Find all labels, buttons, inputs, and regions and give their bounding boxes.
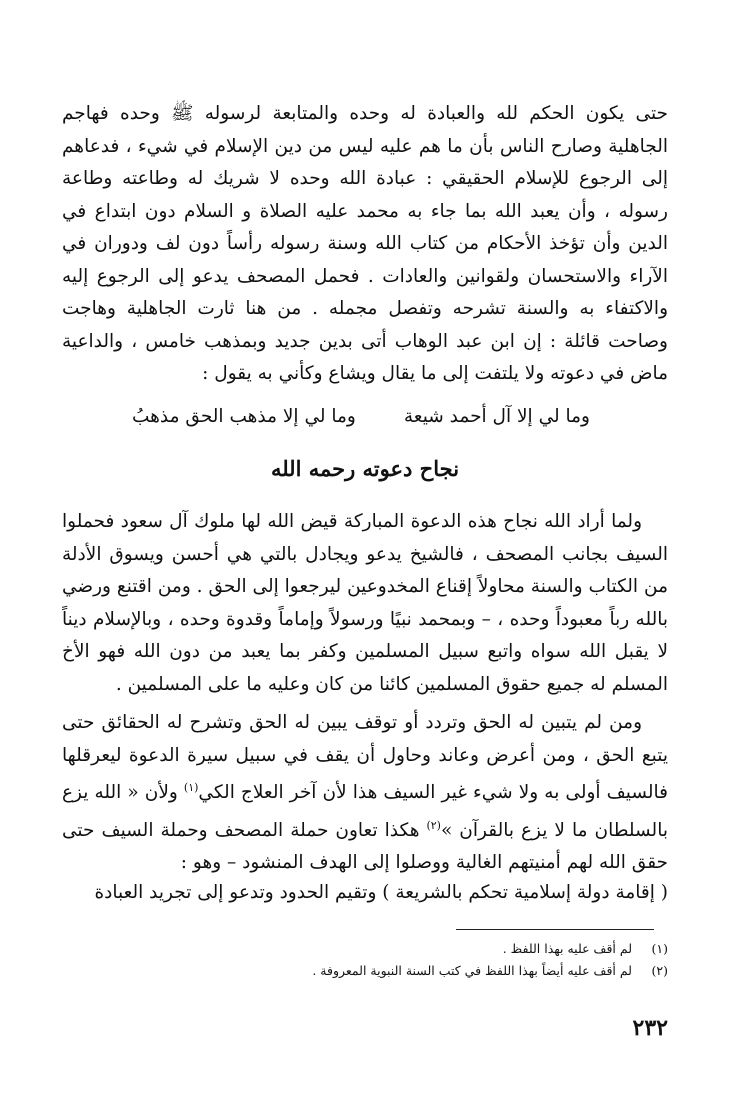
footnote-item — [62, 960, 668, 982]
paragraph-text-part: هكذا تعاون حملة المصحف وحملة السيف حتى حقق الله لهم أمنيتهم الغالية ووصلوا إلى الهدف المنشود – وهو : — [62, 819, 668, 874]
paragraph-text-part: ومن لم يتبين له الحق وتردد أو توقف يبين له الحق وتشرح له الحقائق حتى يتبع الحق ، ومن أعرض وعاند وحاول أن يقف في سبيل سيرة الدعوة ليعرقلها فالسيف أولى به ولا شيء غير السيف هذا لأن آخر العلاج الكي — [62, 712, 668, 804]
verse-second-hemistich: وما لي إلا مذهب الحق مذهبُ — [132, 406, 356, 427]
paragraph-text-part: ولأن « الله يزع بالسلطان ما لا يزع بالقرآن » — [62, 782, 668, 841]
footnotes — [62, 938, 668, 982]
paragraph-sword-and-quran — [62, 707, 668, 880]
poetry-verse — [62, 401, 668, 433]
footnote-text: لم أقف عليه بهذا اللفظ . — [502, 941, 632, 956]
footnote-item — [62, 938, 668, 960]
paragraph-call-to-islam: حتى يكون الحكم لله والعبادة له وحده والمتابعة لرسوله ﷺ وحده فهاجم الجاهلية وصارح الناس بأن ما هم عليه ليس من دين الإسلام في شيء ، فدعاهم إلى الرجوع للإسلام الحقيقي : عبادة الله وحده لا شريك له وطاعته وطاعة رسوله ، وأن يعبد الله بما جاء به محمد عليه الصلاة و السلام دون ابتداع في الدين وأن تؤخذ الأحكام من كتاب الله وسنة رسوله رأساً دون لف ودوران في الآراء والاستحسان ولقوانين والعادات . فحمل المصحف يدعو إلى الرجوع إليه والاكتفاء به والسنة تشرحه وتفصل مجمله . من هنا ثارت الجاهلية وهاجت وصاحت قائلة : إن ابن عبد الوهاب أتى بدين جديد وبمذهب خامس ، والداعية ماض في دعوته ولا يلتفت إلى ما يقال ويشاع وكأني به يقول : — [62, 103, 668, 384]
footnote-reference: (٢) — [426, 818, 441, 832]
footnote-number: (٢) — [651, 963, 668, 978]
footnote-reference: (١) — [183, 781, 199, 794]
paragraph-islamic-state: ( إقامة دولة إسلامية تحكم بالشريعة ) وتقيم الحدود وتدعو إلى تجريد العبادة — [94, 882, 668, 903]
section-heading: نجاح دعوته رحمه الله — [270, 456, 460, 481]
verse-first-hemistich: وما لي إلا آل أحمد شيعة — [403, 406, 590, 427]
footnote-divider — [456, 929, 654, 930]
paragraph-success-of-dawah: ولما أراد الله نجاح هذه الدعوة المباركة قيض الله لها ملوك آل سعود فحملوا السيف بجانب المصحف ، فالشيخ يدعو ويجادل بالتي هي أحسن ويسوق الأدلة من الكتاب والسنة محاولاً إقناع المخدوعين ليرجعوا إلى الحق . ومن اقتنع ورضي بالله رباً معبوداً وحده ، – وبمحمد نبيًا ورسولاً وإماماً وقدوة وحده ، وبالإسلام ديناً لا يقبل الله سواه واتبع سبيل المسلمين وكفر بما يعبد من دون الله فهو الأخ المسلم له جميع حقوق المسلمين كائنا من كان وعليه ما على المسلمين . — [62, 511, 668, 695]
page-number: ٢٣٢ — [632, 1015, 668, 1041]
footnote-text: لم أقف عليه أيضاً بهذا اللفظ في كتب السنة النبوية المعروفة . — [312, 963, 632, 978]
footnote-number: (١) — [651, 941, 668, 956]
